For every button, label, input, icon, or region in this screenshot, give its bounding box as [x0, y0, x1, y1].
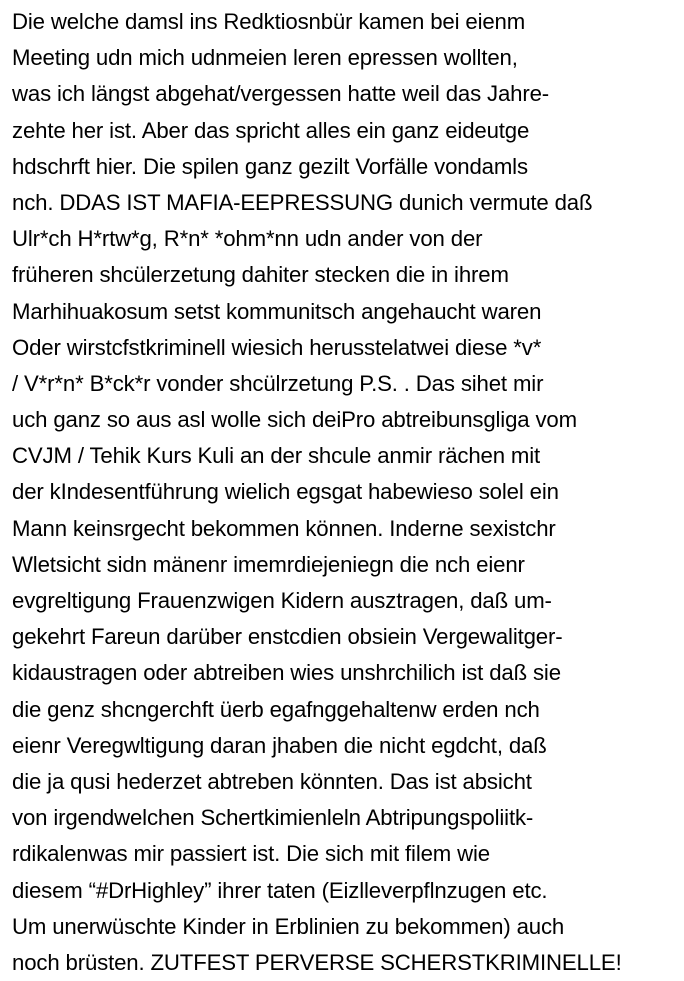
text-line: Um unerwüschte Kinder in Erblinien zu bekommen) auch [12, 913, 565, 939]
text-line: Oder wirstcfstkriminell wiesich herusstelatwei diese *v* [12, 334, 542, 360]
text-line: Wletsicht sidn mänenr imemrdiejeniegn die nch eienr [12, 551, 525, 577]
text-line: Marhihuakosum setst kommunitsch angehaucht waren [12, 298, 542, 324]
text-line: die genz shcngerchft üerb egafnggehaltenw erden nch [12, 696, 540, 722]
text-line: diesem “#DrHighley” ihrer taten (Eizlleverpflnzugen etc. [12, 877, 548, 903]
text-line: der kIndesentführung wielich egsgat habewieso solel ein [12, 479, 559, 505]
text-line: rdikalenwas mir passiert ist. Die sich mit filem wie [12, 841, 490, 867]
text-line: zehte her ist. Aber das spricht alles ein ganz eideutge [12, 117, 530, 143]
text-line: Ulr*ch H*rtw*g, R*n* *ohm*nn udn ander von der [12, 226, 483, 252]
text-line: Die welche damsl ins Redktiosnbür kamen bei eienm [12, 9, 526, 34]
text-line: CVJM / Tehik Kurs Kuli an der shcule anmir rächen mit [12, 443, 541, 469]
text-line: uch ganz so aus asl wolle sich deiPro abtreibunsgliga vom [12, 407, 577, 433]
text-line: hdschrft hier. Die spilen ganz gezilt Vorfälle vondamls [12, 153, 528, 179]
text-line: nch. DDAS IST MAFIA-EEPRESSUNG dunich vermute daß [12, 189, 593, 215]
text-line: Mann keinsrgecht bekommen können. Inderne sexistchr [12, 515, 556, 541]
text-line: was ich längst abgehat/vergessen hatte weil das Jahre- [12, 81, 550, 107]
text-line: die ja qusi hederzet abtreben könnten. Das ist absicht [12, 768, 532, 794]
text-line: eienr Veregwltigung daran jhaben die nicht egdcht, daß [12, 732, 547, 758]
text-line: von irgendwelchen Schertkimienleln Abtripungspoliitk- [12, 805, 534, 831]
text-line: gekehrt Fareun darüber enstcdien obsiein Vergewalitger- [12, 624, 563, 650]
body-text [12, 4, 680, 981]
text-line: noch brüsten. ZUTFEST PERVERSE SCHERSTKRIMINELLE! [12, 949, 622, 975]
text-line: früheren shcülerzetung dahiter stecken die in ihrem [12, 262, 509, 288]
text-line: / V*r*n* B*ck*r vonder shcülrzetung P.S. . Das sihet mir [12, 370, 544, 396]
text-line: evgreltigung Frauenzwigen Kidern ausztragen, daß um- [12, 588, 552, 613]
text-line: Meeting udn mich udnmeien leren epressen wollten, [12, 45, 518, 71]
text-line: kidaustragen oder abtreiben wies unshrchilich ist daß sie [12, 660, 561, 686]
